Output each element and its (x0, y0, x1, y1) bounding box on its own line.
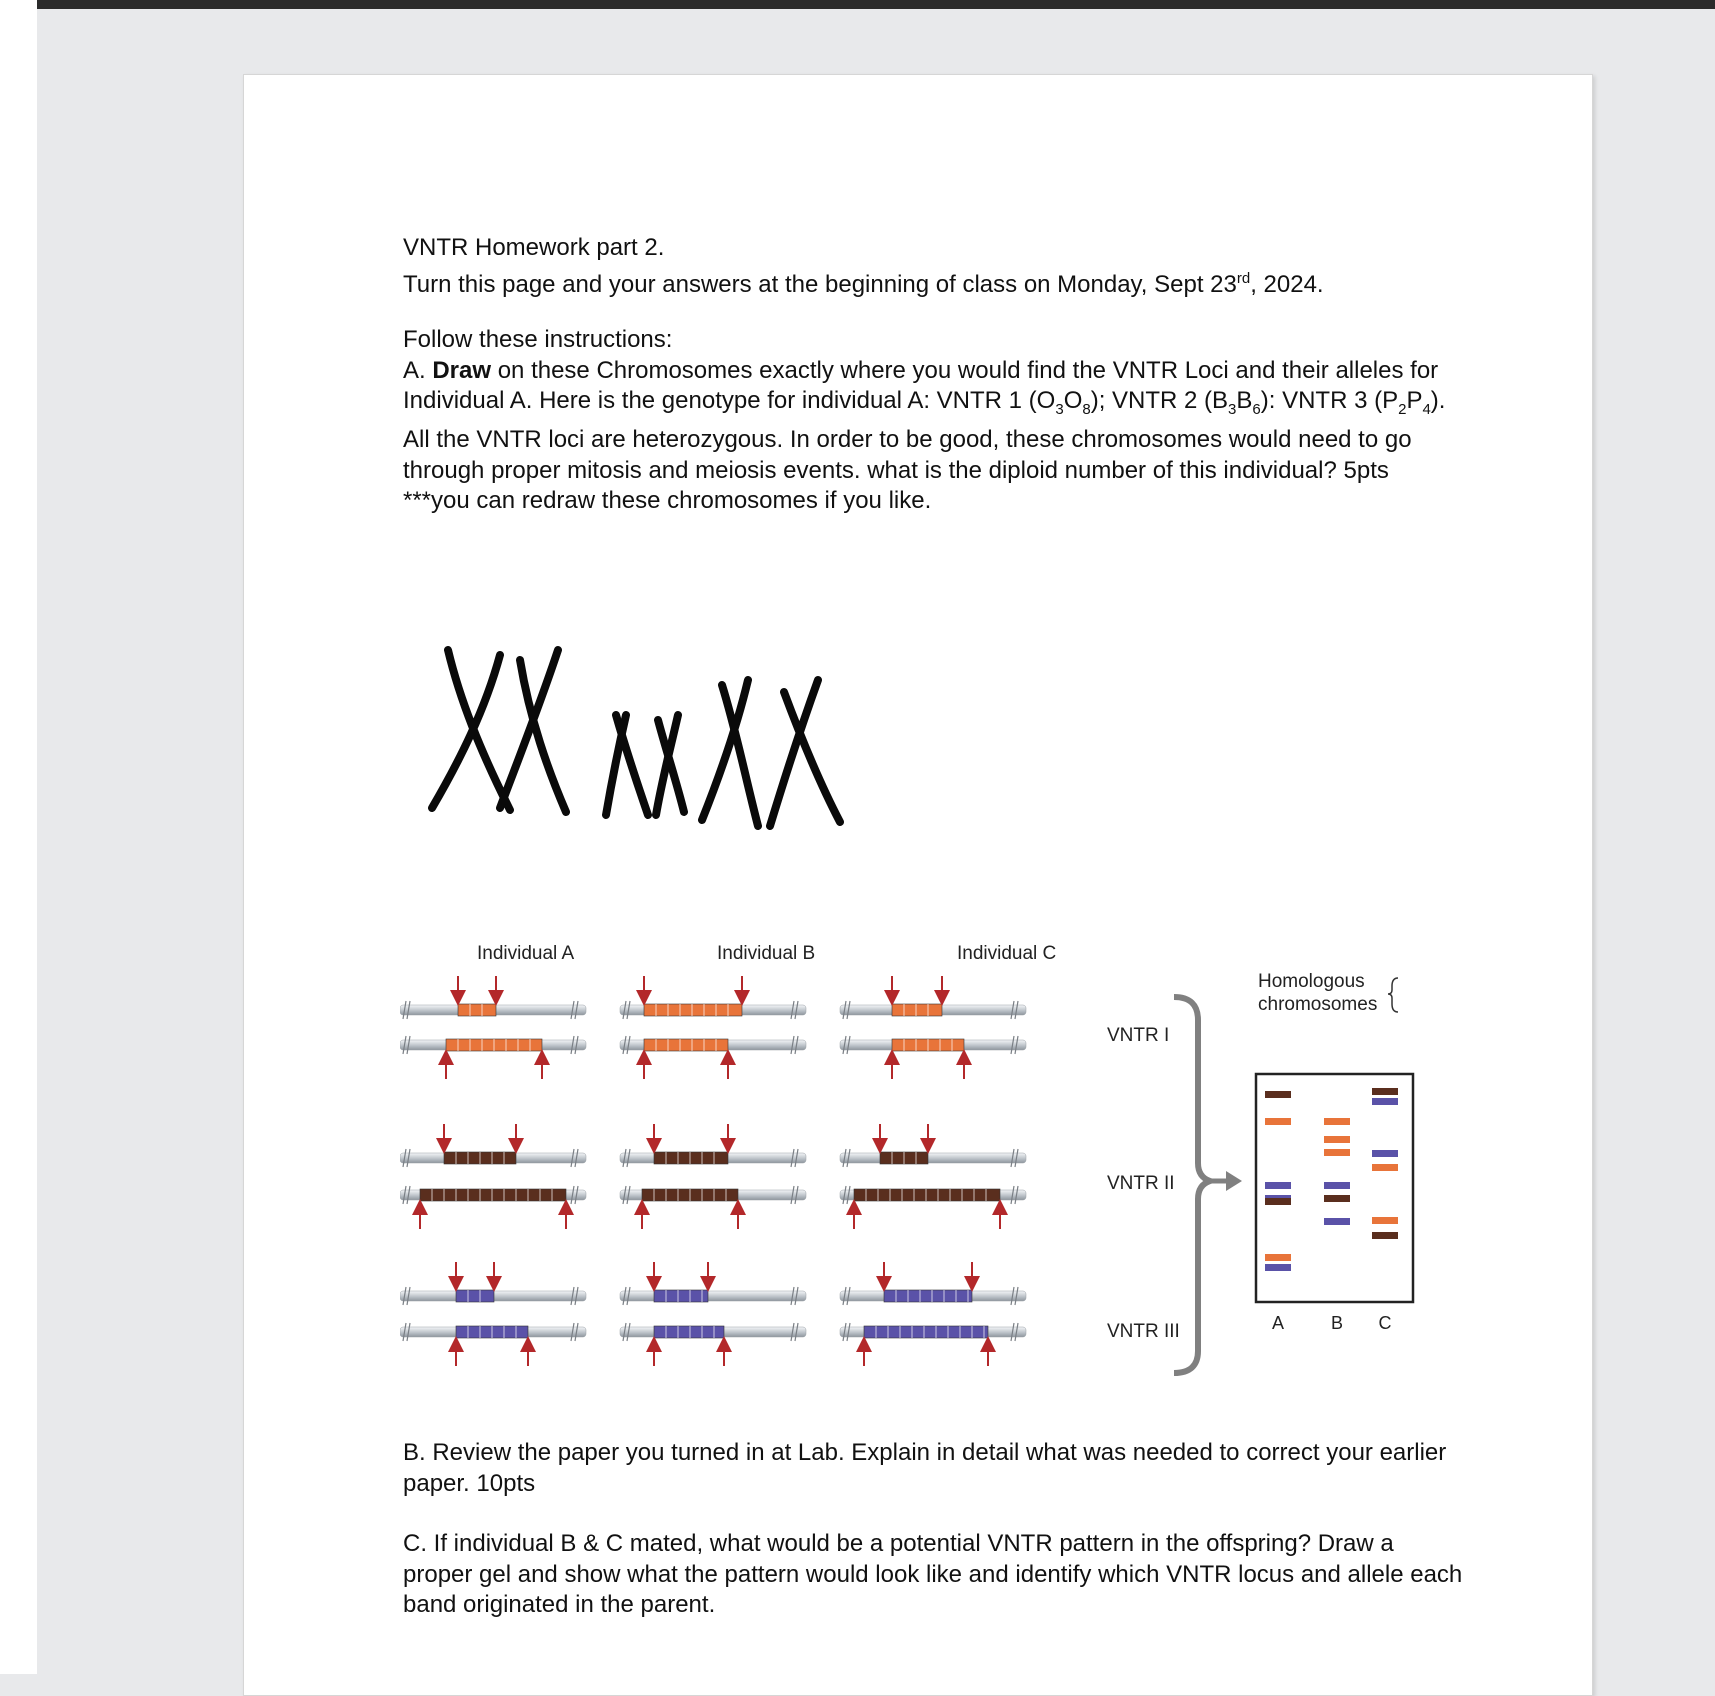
gel-band (1372, 1164, 1398, 1171)
gel-band (1265, 1254, 1291, 1261)
question-c-text: C. If individual B & C mated, what would be a potential VNTR pattern in the offspring? Draw a proper gel and show what the pattern would look like and identify which VNTR locus and allele each band originated in the parent. (403, 1530, 1463, 1618)
question-c (403, 1529, 1463, 1621)
gel-lane-b-label: B (1330, 1313, 1344, 1333)
chromosome-stroke (448, 650, 510, 810)
chromosome-stroke (500, 650, 558, 808)
gel-band (1372, 1217, 1398, 1224)
gel-band (1324, 1149, 1350, 1156)
redraw-note: ***you can redraw these chromosomes if you like. (403, 487, 932, 515)
vntr-band (644, 1004, 742, 1016)
gel-band (1265, 1264, 1291, 1271)
header-block (403, 233, 1463, 300)
a-sub: 2 (1398, 400, 1407, 418)
gel-band (1265, 1091, 1291, 1098)
due-year: , 2024. (1250, 270, 1324, 298)
vntr-band (654, 1290, 708, 1302)
gel-band (1265, 1118, 1291, 1125)
a-sub: 3 (1228, 400, 1237, 418)
a-bold: Draw (432, 356, 492, 384)
a-text: ). All the VNTR loci are heterozygous. In order to be good, these chromosomes would need to go through proper mitosis and meiosis events. what is the diploid number of this individual? 5pts (403, 387, 1446, 484)
vntr-band (644, 1039, 728, 1051)
hand-drawn-chromosomes (400, 630, 920, 850)
chromosome-stroke (432, 655, 500, 808)
vntr-band (420, 1189, 566, 1201)
vntr-band (654, 1152, 728, 1164)
small-brace (1388, 978, 1398, 1012)
gel-band (1265, 1198, 1291, 1205)
gel-band (1324, 1118, 1350, 1125)
question-b (403, 1438, 1463, 1499)
loci-bracket (1174, 997, 1210, 1373)
gel-lane-c-label: C (1378, 1313, 1392, 1333)
individual-c-label: Individual C (957, 943, 1057, 964)
a-sub: 4 (1422, 400, 1431, 418)
gel-band (1372, 1098, 1398, 1105)
gel-band (1324, 1195, 1350, 1202)
homologous-label: Homologous (1258, 971, 1365, 992)
vntr-band (854, 1189, 1000, 1201)
vntr-band (892, 1004, 942, 1016)
chromosome-bar (840, 1153, 1026, 1163)
vntr-band (458, 1004, 496, 1016)
a-text: B (1236, 387, 1253, 414)
chromosome-bar (620, 1291, 806, 1301)
gel-band (1324, 1218, 1350, 1225)
top-bar (0, 0, 1715, 9)
gel-band (1372, 1150, 1398, 1157)
homework-title: VNTR Homework part 2. (403, 234, 665, 261)
individual-b-label: Individual B (717, 943, 816, 964)
vntr-figure (400, 940, 1440, 1420)
arrow-to-gel-icon (1226, 1171, 1242, 1191)
a-sub: 6 (1252, 400, 1261, 418)
gel-band (1372, 1232, 1398, 1239)
a-text: P (1406, 387, 1423, 414)
instruction-a (403, 356, 1463, 487)
a-prefix: A. (403, 356, 433, 384)
due-date-line (403, 264, 1463, 301)
a-sub: 8 (1082, 400, 1091, 418)
a-text: ): VNTR 3 (P (1260, 387, 1399, 414)
chromosome-stroke (616, 715, 648, 815)
vntr-band (456, 1290, 494, 1302)
a-text: ); VNTR 2 (B (1090, 387, 1229, 414)
a-text: on these Chromosomes exactly where you would find the VNTR Loci and their alleles for Individual A. Here is the genotype for individual A: VNTR 1 (O (403, 356, 1439, 414)
instructions-block (403, 325, 1463, 517)
due-text: Turn this page and your answers at the beginning of class on Monday, Sept 23 (403, 270, 1237, 298)
vntr-band (884, 1290, 972, 1302)
individual-a-label: Individual A (477, 943, 575, 964)
gel-band (1324, 1136, 1350, 1143)
gel-band (1324, 1182, 1350, 1189)
gel-band (1265, 1182, 1291, 1189)
question-b-text: B. Review the paper you turned in at Lab. Explain in detail what was needed to correct your earlier paper. 10pts (403, 1439, 1447, 1497)
vntr-ii-label: VNTR II (1107, 1173, 1175, 1194)
vntr-band (864, 1326, 988, 1338)
gel-band (1372, 1088, 1398, 1095)
instructions-intro: Follow these instructions: (403, 326, 673, 353)
vntr-i-label: VNTR I (1107, 1025, 1170, 1046)
a-sub: 3 (1055, 400, 1064, 418)
gel-lane-a-label: A (1271, 1313, 1285, 1333)
vntr-iii-label: VNTR III (1107, 1321, 1180, 1342)
left-margin (0, 0, 37, 1674)
chromosome-pairs (400, 976, 1026, 1366)
a-text: O (1063, 387, 1083, 414)
chromosomes-label: chromosomes (1258, 994, 1378, 1015)
due-sup: rd (1236, 269, 1251, 287)
